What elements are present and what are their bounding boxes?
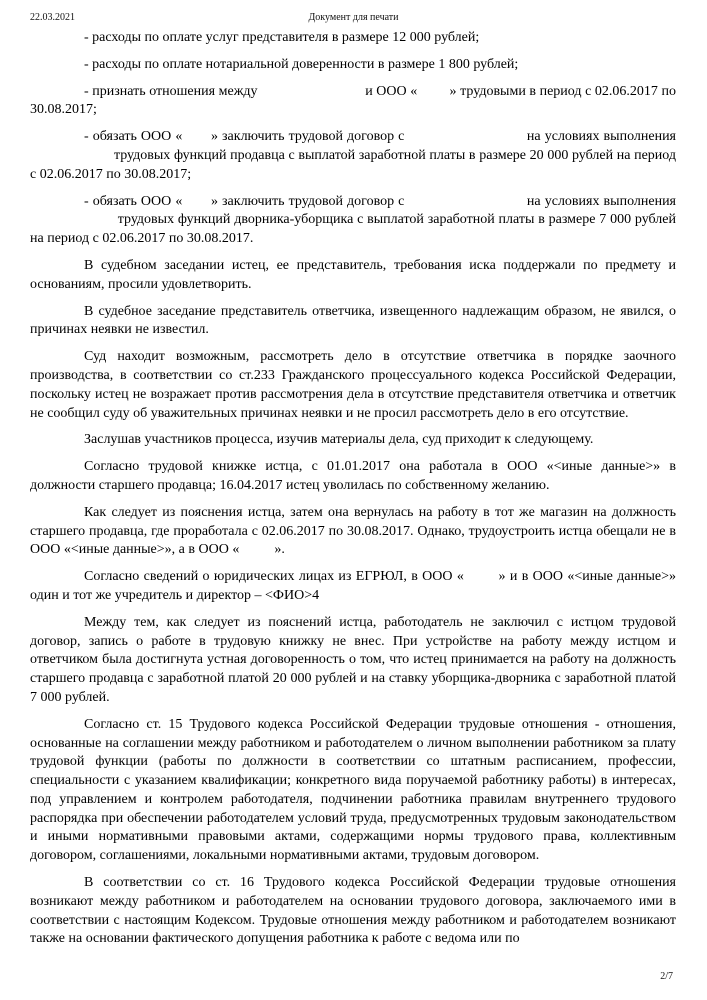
paragraph-labor-code-art16: В соответствии со ст. 16 Трудового кодекса Российской Федерации трудовые отношения возникают между работником и работодателем на основании трудового договора, заключаемого ими в соответствии с настоящим Кодексом. Трудовые отношения между работником и работодателем возникают также на основании фактического допущения работника к работе с ведома или по [30,875,676,947]
paragraph-recognize-relations: - признать отношения между и ООО « » трудовыми в период с 02.06.2017 по 30.08.2017; [30,83,676,118]
print-header [0,12,707,26]
print-header-title: Документ для печати [308,12,399,23]
paragraph-costs-representative: - расходы по оплате услуг представителя в размере 12 000 рублей; [84,30,480,45]
print-header-date: 22.03.2021 [30,12,75,23]
paragraph-court-conclusion-intro: Заслушав участников процесса, изучив материалы дела, суд приходит к следующему. [84,432,594,448]
paragraph-oblige-contract-seller: - обязать ООО « » заключить трудовой договор с на условиях выполнения трудовых функций продавца с выплатой заработной платы в размере 20 000 рублей на период с 02.06.2017 по 30.08.2017; [30,129,676,182]
paragraph-oblige-contract-janitor: - обязать ООО « » заключить трудовой договор с на условиях выполнения трудовых функций дворника-уборщика с выплатой заработной платы в размере 7 000 рублей на период с 02.06.2017 по 30.08.2017. [30,193,676,247]
paragraph-hearing-defendant-absent: В судебное заседание представитель ответчика, извещенного надлежащим образом, не явился, о причинах неявки не известил. [30,303,676,338]
paragraph-work-record: Согласно трудовой книжке истца, с 01.01.2017 она работала в ООО «<иные данные>» в должности старшего продавца; 16.04.2017 истец уволилась по собственному желанию. [30,459,676,493]
paragraph-labor-code-art15: Согласно ст. 15 Трудового кодекса Российской Федерации трудовые отношения - отношения, основанные на соглашении между работником и работодателем о личном выполнении работником за плату трудовой функции (работы по должности в соответствии со штатным расписанием, профессии, специальности с указанием квалификации; конкретного вида поручаемой работнику работы) в интересах, под управлением и контролем работодателя, подчинении работника правилам внутреннего трудового распорядка при обеспечении работодателем условий труда, предусмотренных трудовым законодательством и иными нормативными правовыми актами, содержащими нормы трудового права, коллективным договором, соглашениями, локальными нормативными актами, трудовым договором. [30,716,676,864]
paragraph-oral-agreement: Между тем, как следует из пояснений истца, работодатель не заключил с истцом трудовой договор, запись о работе в трудовую книжку не внес. При устройстве на работу между истцом и ответчиком была достигнута устная договоренность о том, что истец принимается на работу на должность старшего продавца с заработной платой 20 000 рублей и на ставку уборщика-дворника с заработной платой 7 000 рублей. [30,614,676,705]
document-body [30,29,676,957]
paragraph-plaintiff-explanation: Как следует из пояснения истца, затем она вернулась на работу в тот же магазин на должность старшего продавца, где проработала с 02.06.2017 по 30.08.2017. Однако, трудоустроить истца обещали не в ООО «<иные данные>», а в ООО « ». [30,504,676,558]
paragraph-egrul-info: Согласно сведений о юридических лицах из ЕГРЮЛ, в ООО « » и в ООО «<иные данные>» один и тот же учредитель и директор – <ФИО>4 [30,569,676,603]
print-footer [660,971,673,983]
page-number: 2/7 [660,971,673,982]
paragraph-costs-notary: - расходы по оплате нотариальной доверенности в размере 1 800 рублей; [84,56,519,72]
paragraph-court-default-judgment: Суд находит возможным, рассмотреть дело в отсутствие ответчика в порядке заочного производства, в соответствии со ст.233 Гражданского процессуального кодекса Российской Федерации, поскольку истец не возражает против рассмотрения дела в отсутствие представителя ответчика и ответчик не сообщил суду об уважительных причинах неявки и не просил рассмотреть дело в его отсутствие. [30,349,676,421]
paragraph-hearing-plaintiff: В судебном заседании истец, ее представитель, требования иска поддержали по предмету и основаниям, просили удовлетворить. [30,257,676,292]
